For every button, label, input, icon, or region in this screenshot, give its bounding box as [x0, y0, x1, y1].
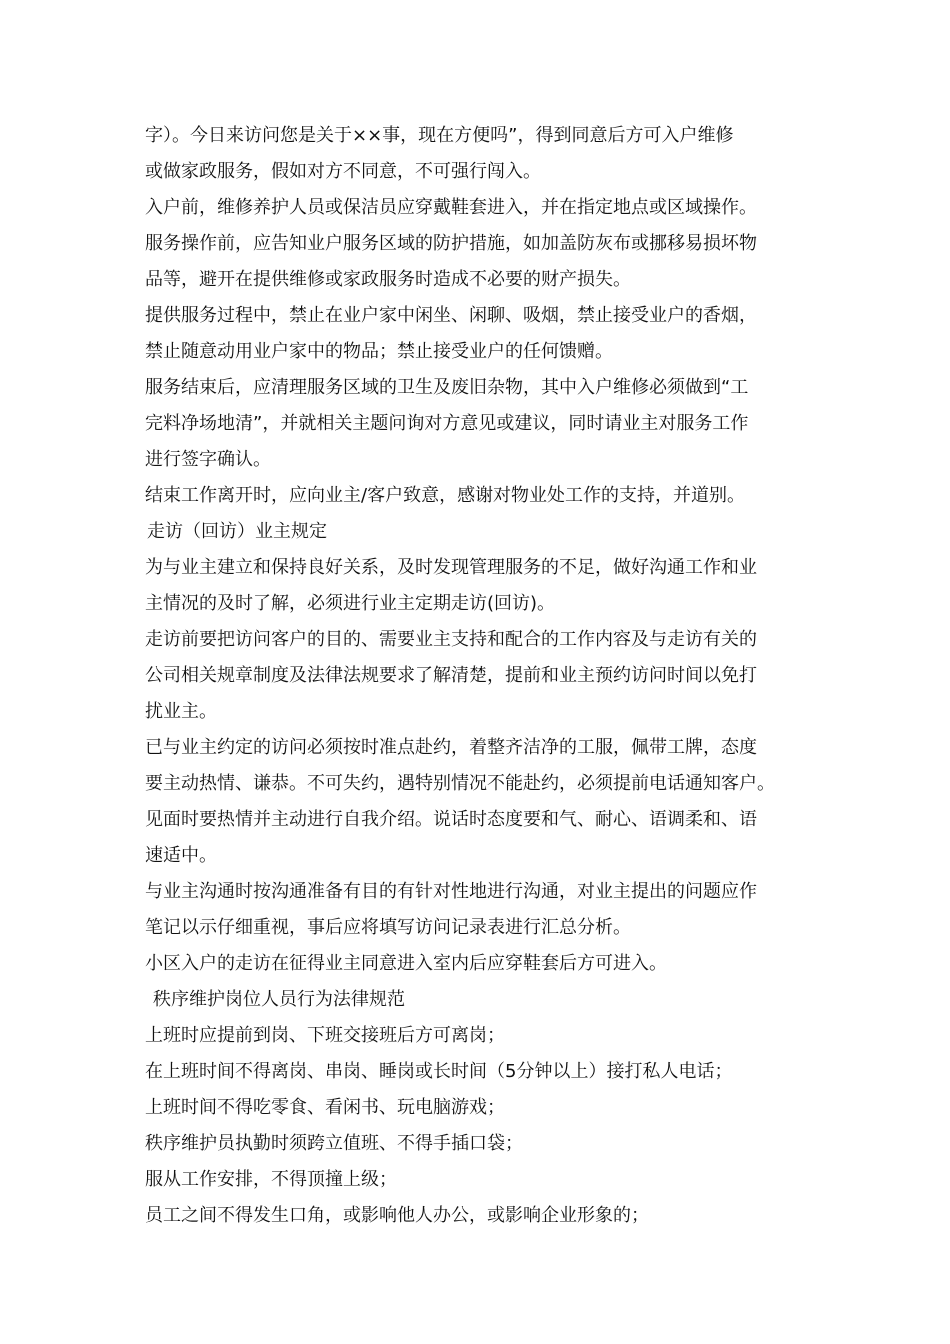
section-heading-visit: 走访（回访）业主规定 — [147, 521, 327, 542]
text-line: 扰业主。 — [145, 701, 217, 722]
text-line: 禁止随意动用业户家中的物品；禁止接受业户的任何馈赠。 — [145, 341, 613, 362]
text-line: 服从工作安排，不得顶撞上级； — [145, 1169, 397, 1190]
text-line: 服务结束后，应清理服务区域的卫生及废旧杂物，其中入户维修必须做到“工 — [145, 377, 749, 398]
text-line: 员工之间不得发生口角，或影响他人办公，或影响企业形象的； — [145, 1205, 649, 1226]
text-line: 提供服务过程中，禁止在业户家中闲坐、闲聊、吸烟，禁止接受业户的香烟， — [145, 305, 757, 326]
text-line: 见面时要热情并主动进行自我介绍。说话时态度要和气、耐心、语调柔和、语 — [145, 809, 757, 830]
text-line: 字）。今日来访问您是关于××事，现在方便吗”，得到同意后方可入户维修 — [145, 125, 734, 146]
text-line: 品等，避开在提供维修或家政服务时造成不必要的财产损失。 — [145, 269, 631, 290]
text-line: 为与业主建立和保持良好关系，及时发现管理服务的不足，做好沟通工作和业 — [145, 557, 757, 578]
text-line: 公司相关规章制度及法律法规要求了解清楚，提前和业主预约访问时间以免打 — [145, 665, 757, 686]
text-line: 与业主沟通时按沟通准备有目的有针对性地进行沟通，对业主提出的问题应作 — [145, 881, 757, 902]
text-line: 已与业主约定的访问必须按时准点赴约，着整齐洁净的工服，佩带工牌，态度 — [145, 737, 757, 758]
text-line: 小区入户的走访在征得业主同意进入室内后应穿鞋套后方可进入。 — [145, 953, 667, 974]
text-line: 在上班时间不得离岗、串岗、睡岗或长时间（5分钟以上）接打私人电话； — [145, 1061, 733, 1082]
text-line: 上班时间不得吃零食、看闲书、玩电脑游戏； — [145, 1097, 505, 1118]
text-line: 秩序维护员执勤时须跨立值班、不得手插口袋； — [145, 1133, 523, 1154]
document-body — [145, 118, 815, 1234]
text-line: 笔记以示仔细重视，事后应将填写访问记录表进行汇总分析。 — [145, 917, 631, 938]
text-line: 要主动热情、谦恭。不可失约，遇特别情况不能赴约，必须提前电话通知客户。 — [145, 773, 775, 794]
text-line: 入户前，维修养护人员或保洁员应穿戴鞋套进入，并在指定地点或区域操作。 — [145, 197, 757, 218]
text-line: 服务操作前，应告知业户服务区域的防护措施，如加盖防灰布或挪移易损坏物 — [145, 233, 757, 254]
text-line: 主情况的及时了解，必须进行业主定期走访(回访)。 — [145, 593, 556, 614]
text-line: 或做家政服务，假如对方不同意，不可强行闯入。 — [145, 161, 541, 182]
text-line: 速适中。 — [145, 845, 217, 866]
text-line: 完料净场地清”，并就相关主题问询对方意见或建议，同时请业主对服务工作 — [145, 413, 749, 434]
text-line: 上班时应提前到岗、下班交接班后方可离岗； — [145, 1025, 505, 1046]
text-line: 进行签字确认。 — [145, 449, 271, 470]
text-line: 结束工作离开时，应向业主/客户致意，感谢对物业处工作的支持，并道别。 — [145, 485, 746, 506]
text-line: 走访前要把访问客户的目的、需要业主支持和配合的工作内容及与走访有关的 — [145, 629, 757, 650]
section-heading-security: 秩序维护岗位人员行为法律规范 — [153, 989, 405, 1010]
